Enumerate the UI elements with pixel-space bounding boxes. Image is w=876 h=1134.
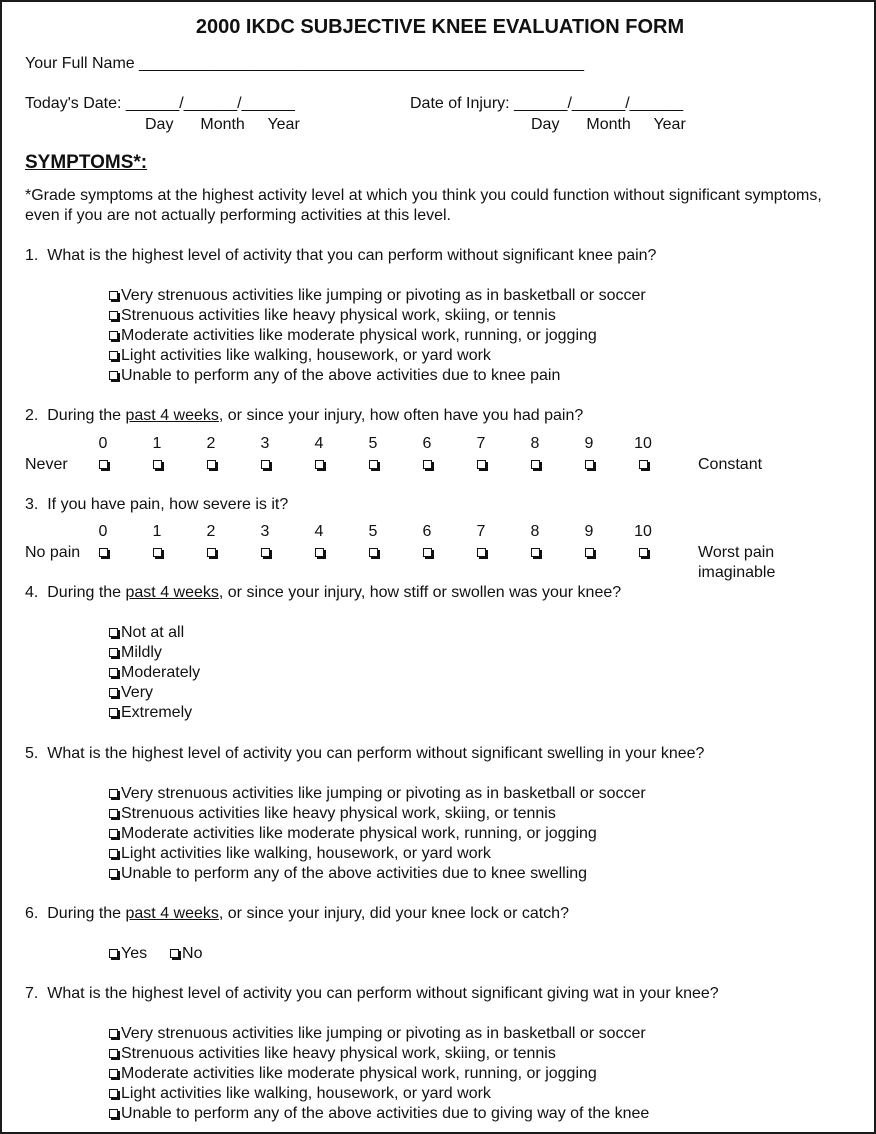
- month-label: Month: [200, 116, 245, 133]
- checkbox-icon[interactable]: [109, 351, 118, 360]
- scale-checkbox-2[interactable]: [207, 460, 216, 469]
- day-label: Day: [531, 116, 560, 133]
- checkbox-icon[interactable]: [109, 311, 118, 320]
- option-checkbox[interactable]: Moderately: [109, 663, 200, 683]
- checkbox-icon[interactable]: [170, 949, 179, 958]
- question-4-options: [109, 623, 200, 723]
- question-1-options: [109, 286, 646, 386]
- option-checkbox[interactable]: Not at all: [109, 623, 200, 643]
- scale-right-label-1: Worst pain: [698, 544, 775, 561]
- checkbox-icon[interactable]: [109, 789, 118, 798]
- scale-checkbox-7[interactable]: [477, 460, 486, 469]
- checkbox-icon[interactable]: [109, 949, 118, 958]
- option-no[interactable]: No: [170, 945, 202, 962]
- checkbox-icon[interactable]: [109, 809, 118, 818]
- injury-date-parts: [531, 115, 686, 135]
- option-checkbox[interactable]: Very strenuous activities like jumping or pivoting as in basketball or soccer: [109, 784, 646, 804]
- checkbox-icon[interactable]: [109, 1029, 118, 1038]
- question-3: 3. If you have pain, how severe is it?: [25, 496, 289, 513]
- todays-date-field[interactable]: ______/______/______: [125, 95, 295, 112]
- question-6-options: [109, 944, 202, 964]
- scale-checkbox-3[interactable]: [261, 460, 270, 469]
- option-checkbox[interactable]: Extremely: [109, 703, 200, 723]
- year-label: Year: [267, 116, 300, 133]
- scale-checkbox-2[interactable]: [207, 548, 216, 557]
- checkbox-icon[interactable]: [109, 291, 118, 300]
- full-name-label: Your Full Name: [25, 55, 135, 72]
- scale-checkbox-5[interactable]: [369, 548, 378, 557]
- checkbox-icon[interactable]: [109, 1069, 118, 1078]
- injury-date-field[interactable]: ______/______/______: [514, 95, 684, 112]
- full-name-row: [25, 54, 584, 74]
- scale-left-label: No pain: [25, 544, 81, 561]
- question-4: 4. During the past 4 weeks, or since your injury, how stiff or swollen was your knee?: [25, 584, 622, 601]
- question-7-options: [109, 1024, 649, 1124]
- form-title: 2000 IKDC SUBJECTIVE KNEE EVALUATION FORM: [195, 16, 685, 38]
- checkbox-icon[interactable]: [109, 668, 118, 677]
- todays-date-parts: [145, 115, 300, 135]
- full-name-field[interactable]: __________________________________________________: [139, 55, 585, 72]
- scale-checkbox-0[interactable]: [99, 460, 108, 469]
- scale-checkbox-10[interactable]: [639, 460, 648, 469]
- question-5: 5. What is the highest level of activity you can perform without significant swelling in your knee?: [25, 745, 705, 762]
- scale-right-label: Constant: [698, 456, 763, 473]
- question-5-options: [109, 784, 646, 884]
- option-checkbox[interactable]: Strenuous activities like heavy physical work, skiing, or tennis: [109, 306, 646, 326]
- todays-date-label: Today's Date:: [25, 95, 122, 112]
- checkbox-icon[interactable]: [109, 1109, 118, 1118]
- checkbox-icon[interactable]: [109, 688, 118, 697]
- option-checkbox[interactable]: Strenuous activities like heavy physical work, skiing, or tennis: [109, 1044, 649, 1064]
- option-checkbox[interactable]: Very strenuous activities like jumping or pivoting as in basketball or soccer: [109, 1024, 649, 1044]
- option-checkbox[interactable]: Very strenuous activities like jumping or pivoting as in basketball or soccer: [109, 286, 646, 306]
- todays-date-row: [25, 94, 295, 114]
- scale-checkbox-7[interactable]: [477, 548, 486, 557]
- option-checkbox[interactable]: Unable to perform any of the above activities due to giving way of the knee: [109, 1104, 649, 1124]
- scale-checkbox-8[interactable]: [531, 548, 540, 557]
- scale-left-label: Never: [25, 456, 68, 473]
- option-checkbox[interactable]: Moderate activities like moderate physical work, running, or jogging: [109, 824, 646, 844]
- checkbox-icon[interactable]: [109, 1049, 118, 1058]
- checkbox-icon[interactable]: [109, 648, 118, 657]
- question-1: 1. What is the highest level of activity that you can perform without significant knee pain?: [25, 247, 657, 264]
- injury-date-row: [410, 94, 683, 114]
- checkbox-icon[interactable]: [109, 849, 118, 858]
- scale-checkbox-9[interactable]: [585, 548, 594, 557]
- question-2: 2. During the past 4 weeks, or since your injury, how often have you had pain?: [25, 407, 584, 424]
- checkbox-icon[interactable]: [109, 869, 118, 878]
- checkbox-icon[interactable]: [109, 628, 118, 637]
- question-6: 6. During the past 4 weeks, or since your injury, did your knee lock or catch?: [25, 905, 569, 922]
- option-checkbox[interactable]: Moderate activities like moderate physical work, running, or jogging: [109, 326, 646, 346]
- option-checkbox[interactable]: Unable to perform any of the above activities due to knee pain: [109, 366, 646, 386]
- scale-checkbox-4[interactable]: [315, 548, 324, 557]
- scale-checkbox-9[interactable]: [585, 460, 594, 469]
- month-label: Month: [586, 116, 631, 133]
- option-checkbox[interactable]: Unable to perform any of the above activities due to knee swelling: [109, 864, 646, 884]
- option-yes[interactable]: Yes: [109, 945, 147, 962]
- day-label: Day: [145, 116, 174, 133]
- option-checkbox[interactable]: Moderate activities like moderate physical work, running, or jogging: [109, 1064, 649, 1084]
- symptoms-note-1: *Grade symptoms at the highest activity level at which you think you could function without significant symptoms,: [25, 187, 822, 204]
- option-checkbox[interactable]: Mildly: [109, 643, 200, 663]
- ikdc-form-page: 2000 IKDC SUBJECTIVE KNEE EVALUATION FORM Your Full Name __________________________________________________ Today's Date: ______/______/______ Day Month Year Date of Injury: ______/______/______ Day Month Year SYMPTOMS*: *Grade symptoms at the highest activity level at which you think you could function without significant symptoms, even if you are not actually performing activities at this level. 1. What is the highest level of activity that you can perform without significant knee pain? Very strenuous activities like jumping or pivoting as in basketball or soccer Strenuous activities like heavy physical work, skiing, or tennis Moderate activities like moderate physical work, running, or jogging Light activities like walking, housework, or yard work Unable to perform any of the above activities due to knee pain 2. During the past 4 weeks, or since your injury, how often have you had pain? 0 1 2 3 4 5 6 7 8 9 10 Never Constant 3. If you have pain, how severe is it? 0 1 2 3 4 5 6 7 8 9 10 No pain Worst pain imaginable 4. During the past 4 weeks, or since your injury, how stiff or swollen was your knee? Not at all Mildly Moderately Very Extremely 5. What is the highest level of activity you can perform without significant swelling in your knee? Very strenuous activities like jumping or pivoting as in basketball or soccer Strenuous activities like heavy physical work, skiing, or tennis Moderate activities like moderate physical work, running, or jogging Light activities like walking, housework, or yard work Unable to perform any of the above activities due to knee swelling 6. During the past 4 weeks, or since your injury, did your knee lock or catch? Yes No 7. What is the highest level of activity you can perform without significant giving wat in your knee? Very strenuous activities like jumping or pivoting as in basketball or soccer Strenuous activities like heavy physical work, skiing, or tennis Moderate activities like moderate physical work, running, or jogging Light activities like walking, housework, or yard work Unable to perform any of the above activities due to giving way of the knee: [0, 0, 876, 1134]
- scale-checkbox-6[interactable]: [423, 548, 432, 557]
- scale-checkbox-3[interactable]: [261, 548, 270, 557]
- checkbox-icon[interactable]: [109, 708, 118, 717]
- scale-right-label-2: imaginable: [698, 564, 776, 581]
- checkbox-icon[interactable]: [109, 331, 118, 340]
- scale-checkbox-1[interactable]: [153, 548, 162, 557]
- scale-checkbox-8[interactable]: [531, 460, 540, 469]
- checkbox-icon[interactable]: [109, 829, 118, 838]
- option-checkbox[interactable]: Strenuous activities like heavy physical work, skiing, or tennis: [109, 804, 646, 824]
- scale-checkbox-4[interactable]: [315, 460, 324, 469]
- symptoms-heading: SYMPTOMS*:: [25, 152, 148, 173]
- symptoms-note-2: even if you are not actually performing activities at this level.: [25, 207, 451, 224]
- injury-date-label: Date of Injury:: [410, 95, 510, 112]
- checkbox-icon[interactable]: [109, 1089, 118, 1098]
- option-checkbox[interactable]: Light activities like walking, housework, or yard work: [109, 1084, 649, 1104]
- scale-checkbox-1[interactable]: [153, 460, 162, 469]
- scale-checkbox-0[interactable]: [99, 548, 108, 557]
- scale-checkbox-10[interactable]: [639, 548, 648, 557]
- scale-checkbox-6[interactable]: [423, 460, 432, 469]
- question-7: 7. What is the highest level of activity you can perform without significant giving wat in your knee?: [25, 985, 719, 1002]
- year-label: Year: [653, 116, 686, 133]
- scale-checkbox-5[interactable]: [369, 460, 378, 469]
- checkbox-icon[interactable]: [109, 371, 118, 380]
- option-checkbox[interactable]: Light activities like walking, housework, or yard work: [109, 346, 646, 366]
- option-checkbox[interactable]: Very: [109, 683, 200, 703]
- option-checkbox[interactable]: Light activities like walking, housework, or yard work: [109, 844, 646, 864]
